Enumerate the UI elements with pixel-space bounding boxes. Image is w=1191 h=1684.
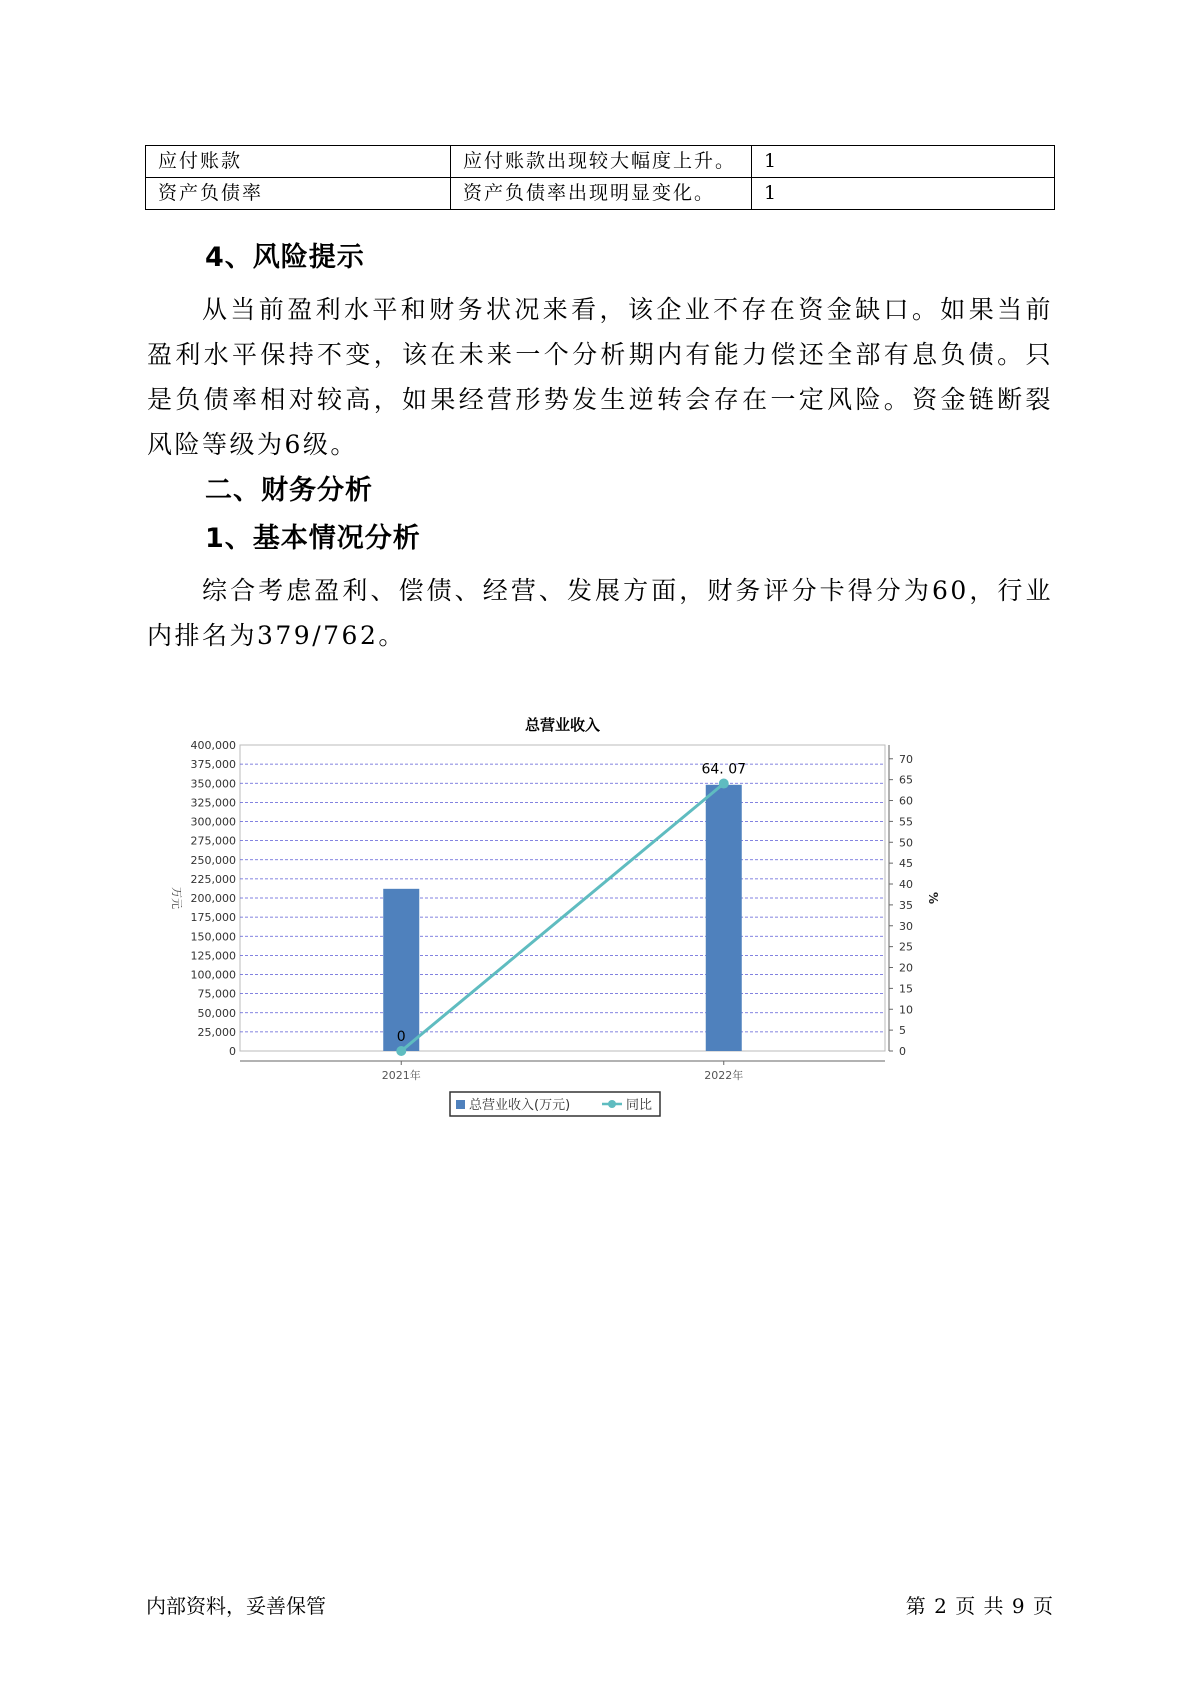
y-tick-label: 275,000 — [190, 834, 236, 848]
y2-tick-label: 65 — [899, 773, 913, 787]
y2-tick-label: 70 — [899, 752, 913, 766]
legend-line-label: 同比 — [626, 1098, 653, 1113]
y2-tick-label: 25 — [899, 940, 913, 954]
risk-paragraph: 从当前盈利水平和财务状况来看，该企业不存在资金缺口。如果当前盈利水平保持不变，该在未来一个分析期内有能力偿还全部有息负债。只是负债率相对较高，如果经营形势发生逆转会存在一定风险。资金链断裂风险等级为6级。 — [147, 295, 1053, 459]
table-row — [146, 146, 1055, 178]
yoy-point — [719, 779, 729, 789]
chart-title: 总营业收入 — [524, 716, 601, 734]
bar-2021 — [383, 889, 419, 1051]
y2-tick-label: 35 — [899, 898, 913, 912]
y2-tick-label: 30 — [899, 919, 913, 933]
y2-tick-label: 55 — [899, 815, 913, 829]
x-tick-label: 2021年 — [381, 1069, 421, 1082]
y-tick-label: 0 — [229, 1045, 236, 1058]
footer-page-number: 第 2 页 共 9 页 — [905, 1594, 1054, 1618]
y-tick-label: 400,000 — [190, 739, 236, 752]
y-tick-label: 250,000 — [190, 853, 236, 867]
y-axis-label: 万元 — [170, 887, 183, 909]
legend-bar-swatch — [456, 1100, 465, 1109]
y-tick-label: 75,000 — [197, 987, 236, 1001]
description-cell: 应付账款出现较大幅度上升。 — [451, 146, 752, 178]
description-cell: 资产负债率出现明显变化。 — [451, 178, 752, 210]
y2-tick-label: 15 — [899, 982, 913, 996]
indicator-cell: 资产负债率 — [146, 178, 451, 210]
y-tick-label: 125,000 — [190, 949, 236, 963]
x-tick-label: 2022年 — [704, 1069, 744, 1082]
y2-axis-label: % — [926, 891, 940, 905]
y2-tick-label: 0 — [899, 1045, 906, 1058]
y-tick-label: 25,000 — [197, 1025, 236, 1039]
finance-heading: 二、财务分析 — [205, 475, 373, 506]
y-tick-label: 200,000 — [190, 892, 236, 905]
yoy-data-label: 64. 07 — [701, 761, 747, 778]
y-tick-label: 350,000 — [190, 777, 236, 791]
indicator-cell: 应付账款 — [146, 146, 451, 178]
y2-tick-label: 40 — [899, 878, 913, 892]
y-tick-label: 225,000 — [190, 872, 236, 886]
table-row — [146, 178, 1055, 210]
y-tick-label: 175,000 — [190, 911, 236, 925]
y-tick-label: 375,000 — [190, 758, 236, 772]
risk-heading: 4、风险提示 — [205, 242, 365, 273]
y2-tick-label: 60 — [899, 794, 913, 808]
y-tick-label: 325,000 — [190, 796, 236, 810]
y2-tick-label: 45 — [899, 857, 913, 871]
y-tick-label: 50,000 — [197, 1006, 236, 1020]
value-cell: 1 — [752, 178, 1055, 210]
y-tick-label: 100,000 — [190, 968, 236, 982]
y2-tick-label: 50 — [899, 836, 913, 850]
y2-tick-label: 20 — [899, 961, 913, 975]
basic-analysis-paragraph: 综合考虑盈利、偿债、经营、发展方面，财务评分卡得分为60，行业内排名为379/762。 — [147, 576, 1053, 650]
basic-analysis-heading: 1、基本情况分析 — [205, 523, 421, 554]
yoy-point — [396, 1046, 406, 1056]
footer-confidential: 内部资料，妥善保管 — [146, 1594, 326, 1618]
legend-bar-label: 总营业收入(万元) — [469, 1098, 571, 1113]
y2-tick-label: 10 — [899, 1003, 913, 1017]
y2-tick-label: 5 — [899, 1024, 906, 1038]
y-tick-label: 300,000 — [190, 815, 236, 829]
yoy-data-label: 0 — [396, 1029, 406, 1045]
bar-2022 — [706, 785, 742, 1051]
indicator-table — [145, 145, 1055, 210]
y-tick-label: 150,000 — [190, 930, 236, 944]
revenue-chart — [170, 716, 1035, 1185]
legend-line-marker — [608, 1100, 616, 1108]
value-cell: 1 — [752, 146, 1055, 178]
